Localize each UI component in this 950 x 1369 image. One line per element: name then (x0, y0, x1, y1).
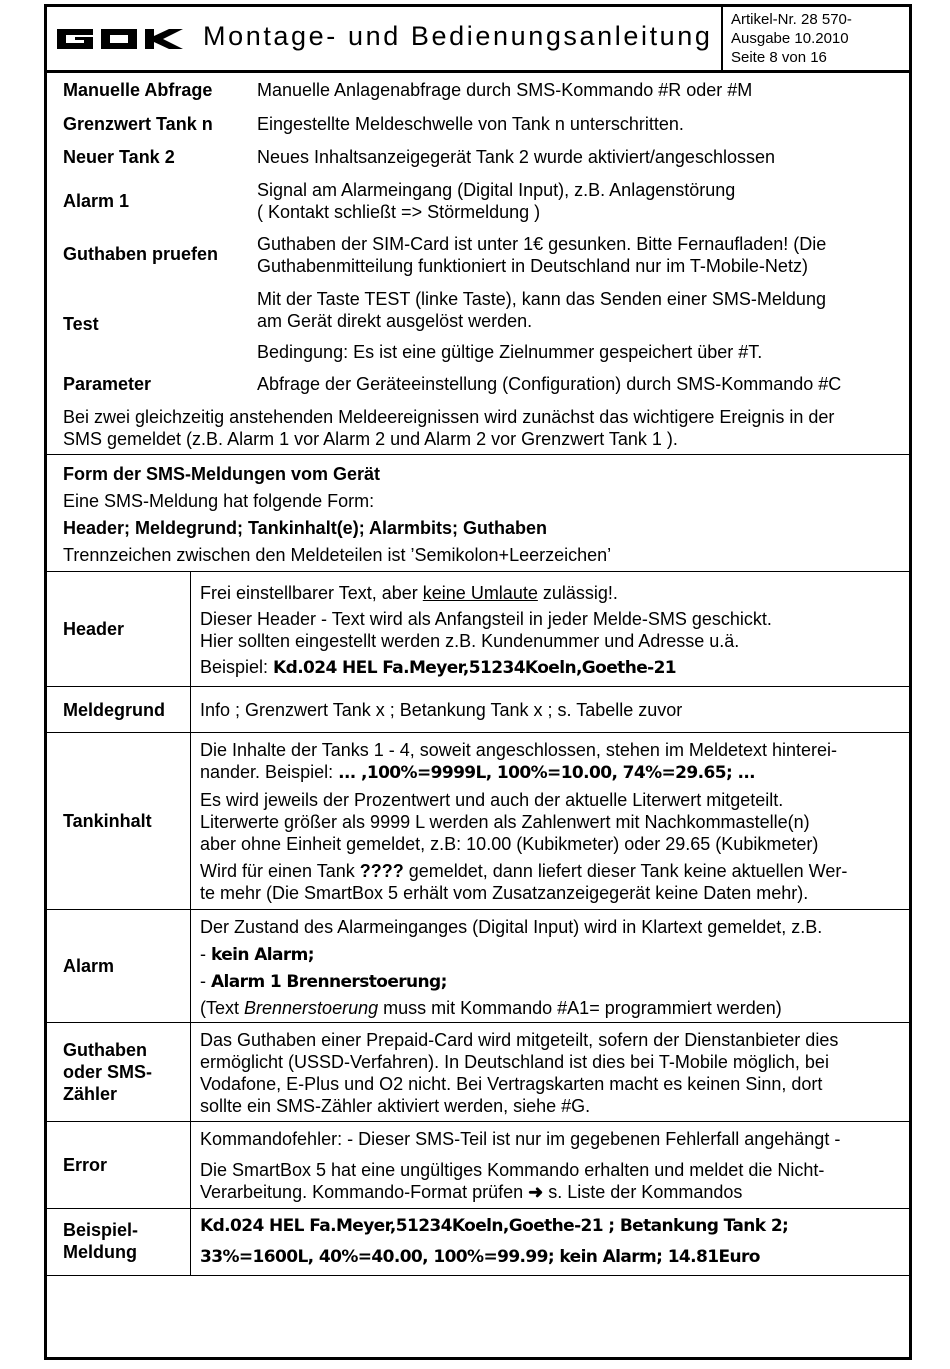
row-label: Meldegrund (63, 700, 165, 720)
text: zulässig!. (537, 583, 618, 603)
text: gemeldet, dann liefert dieser Tank keine aktuellen Wer- (403, 861, 848, 881)
row-label: Error (63, 1155, 108, 1175)
example-text: Kd.024 HEL Fa.Meyer,51234Koeln,Goethe-21 (273, 658, 677, 678)
text: Verarbeitung. Kommando-Format prüfen (200, 1182, 529, 1202)
table-row-divider (47, 1208, 909, 1209)
row-label: Meldung (63, 1242, 137, 1262)
event-desc: Neues Inhaltsanzeigegerät Tank 2 wurde aktiviert/angeschlossen (257, 147, 775, 167)
document-header (47, 7, 909, 73)
row-text: Die SmartBox 5 hat eine ungültiges Kommando erhalten und meldet die Nicht- (200, 1160, 825, 1180)
text: s. Liste der Kommandos (543, 1182, 743, 1202)
table-row (200, 656, 676, 679)
event-label: Parameter (63, 374, 152, 394)
priority-note: SMS gemeldet (z.B. Alarm 1 vor Alarm 2 und Alarm 2 vor Grenzwert Tank 1 ). (63, 429, 678, 449)
document-title: Montage- und Bedienungsanleitung (203, 21, 713, 51)
edition: Ausgabe 10.2010 (731, 30, 849, 47)
underlined-text: keine Umlaute (422, 583, 538, 603)
example-text: ... ,100%=9999L, 100%=10.00, 74%=29.65; ... (338, 763, 756, 783)
event-desc: Bedingung: Es ist eine gültige Zielnummer gespeichert über #T. (257, 342, 763, 362)
row-text: Die Inhalte der Tanks 1 - 4, soweit angeschlossen, stehen im Meldetext hinterei- (200, 740, 838, 760)
example-text: Alarm 1 Brennerstoerung; (211, 972, 447, 992)
event-desc: am Gerät direkt ausgelöst werden. (257, 311, 533, 331)
event-desc: Signal am Alarmeingang (Digital Input), z.B. Anlagenstörung (257, 180, 736, 200)
row-text: Das Guthaben einer Prepaid-Card wird mitgeteilt, sofern der Dienstanbieter dies (200, 1030, 839, 1050)
table-row-divider (47, 686, 909, 687)
table-row-divider (47, 1275, 909, 1276)
row-text: Dieser Header - Text wird als Anfangsteil in jeder Melde-SMS geschickt. (200, 609, 772, 629)
arrow-icon: ➜ (528, 1182, 544, 1202)
row-text: aber ohne Einheit gemeldet, z.B: 10.00 (Kubikmeter) oder 29.65 (Kubikmeter) (200, 834, 819, 854)
example-message: 33%=1600L, 40%=40.00, 100%=99.99; kein Alarm; 14.81Euro (200, 1247, 760, 1267)
event-label: Guthaben pruefen (63, 244, 219, 264)
text: Frei einstellbarer Text, aber (200, 583, 423, 603)
text: nander. Beispiel: (200, 762, 339, 782)
example-message: Kd.024 HEL Fa.Meyer,51234Koeln,Goethe-21 ; Betankung Tank 2; (200, 1216, 789, 1236)
event-desc: Guthaben der SIM-Card ist unter 1€ gesunken. Bitte Fernaufladen! (Die (257, 234, 827, 254)
row-label: oder SMS- (63, 1062, 153, 1082)
table-row (200, 582, 618, 604)
text: - (200, 944, 211, 964)
event-label: Manuelle Abfrage (63, 80, 213, 100)
row-text: Kommandofehler: - Dieser SMS-Teil ist nur im gegebenen Fehlerfall angehängt - (200, 1129, 841, 1149)
section-intro: Eine SMS-Meldung hat folgende Form: (63, 491, 375, 511)
row-text: Es wird jeweils der Prozentwert und auch der aktuelle Literwert mitgeteilt. (200, 790, 784, 810)
event-desc: Mit der Taste TEST (linke Taste), kann das Senden einer SMS-Meldung (257, 289, 826, 309)
article-number: Artikel-Nr. 28 570- (731, 11, 852, 28)
table-row (200, 997, 782, 1019)
event-desc: Abfrage der Geräteeinstellung (Configuration) durch SMS-Kommando #C (257, 374, 842, 394)
divider (47, 454, 909, 455)
example-text: kein Alarm; (211, 945, 314, 965)
event-label: Neuer Tank 2 (63, 147, 175, 167)
text: Wird für einen Tank (200, 861, 360, 881)
table-row (200, 970, 447, 993)
event-desc: ( Kontakt schließt => Störmeldung ) (257, 202, 541, 222)
row-label: Zähler (63, 1084, 118, 1104)
bold-text: ???? (359, 861, 404, 881)
event-label: Test (63, 314, 99, 334)
row-text: ermöglicht (USSD-Verfahren). In Deutschland ist dies bei T-Mobile möglich, bei (200, 1052, 829, 1072)
row-text: Hier sollten eingestellt werden z.B. Kundenummer und Adresse u.ä. (200, 631, 740, 651)
table-row (200, 943, 314, 966)
table-row-divider (47, 1022, 909, 1023)
text: - (200, 971, 211, 991)
event-label: Grenzwert Tank n (63, 114, 213, 134)
text: muss mit Kommando #A1= programmiert werden) (378, 998, 782, 1018)
gok-logo (57, 29, 183, 49)
sms-format: Header; Meldegrund; Tankinhalt(e); Alarmbits; Guthaben (63, 518, 548, 538)
row-text: Der Zustand des Alarmeinganges (Digital Input) wird in Klartext gemeldet, z.B. (200, 917, 823, 937)
row-label: Alarm (63, 956, 115, 976)
row-text: Info ; Grenzwert Tank x ; Betankung Tank x ; s. Tabelle zuvor (200, 700, 683, 720)
table-column-divider (190, 571, 191, 1275)
row-label: Tankinhalt (63, 811, 152, 831)
table-row-divider (47, 1121, 909, 1122)
row-text: Literwerte größer als 9999 L werden als Zahlenwert mit Nachkommastelle(n) (200, 812, 810, 832)
table-border (47, 571, 909, 572)
table-row (200, 1181, 742, 1203)
event-desc: Guthabenmitteilung funktioniert in Deutschland nur im T-Mobile-Netz) (257, 256, 808, 276)
event-label: Alarm 1 (63, 191, 130, 211)
section-heading: Form der SMS-Meldungen vom Gerät (63, 464, 381, 484)
table-row-divider (47, 909, 909, 910)
row-text: sollte ein SMS-Zähler aktiviert werden, siehe #G. (200, 1096, 591, 1116)
table-row-divider (47, 732, 909, 733)
page-number: Seite 8 von 16 (731, 49, 827, 66)
row-label: Beispiel- (63, 1220, 139, 1240)
text: (Text (200, 998, 245, 1018)
separator-note: Trennzeichen zwischen den Meldeteilen ist ’Semikolon+Leerzeichen’ (63, 545, 612, 565)
row-label: Guthaben (63, 1040, 147, 1060)
page-frame (44, 4, 912, 1360)
row-label: Header (63, 619, 125, 639)
table-row (200, 860, 847, 882)
row-text: Vodafone, E-Plus und O2 nicht. Bei Vertragskarten macht es keinen Sinn, dort (200, 1074, 823, 1094)
priority-note: Bei zwei gleichzeitig anstehenden Meldeereignissen wird zunächst das wichtigere Ereignis in der (63, 407, 835, 427)
italic-text: Brennerstoerung (244, 998, 379, 1018)
row-text: te mehr (Die SmartBox 5 erhält vom Zusatzanzeigegerät keine Daten mehr). (200, 883, 809, 903)
event-desc: Eingestellte Meldeschwelle von Tank n unterschritten. (257, 114, 684, 134)
event-desc: Manuelle Anlagenabfrage durch SMS-Kommando #R oder #M (257, 80, 753, 100)
text: Beispiel: (200, 657, 274, 677)
document-meta (721, 7, 909, 70)
table-row (200, 761, 755, 784)
